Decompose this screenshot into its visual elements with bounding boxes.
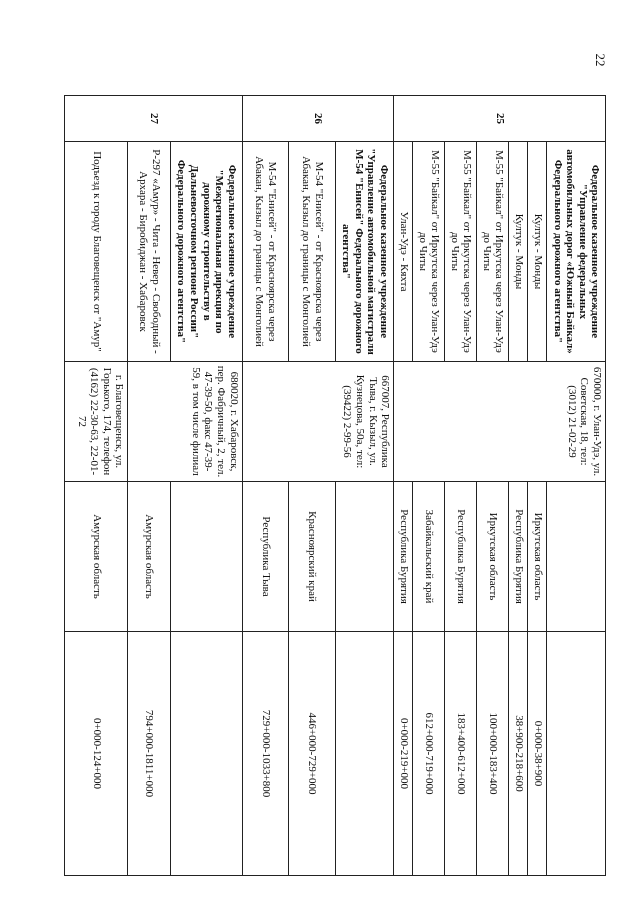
table-row — [170, 96, 242, 876]
table-row — [477, 96, 509, 876]
region-cell: Республика Бурятия — [509, 482, 528, 632]
km-cell: 446+000-729+000 — [289, 632, 335, 876]
region-cell: Амурская область — [128, 482, 170, 632]
road-name: М-55 "Байкал" от Иркутска через Улан-Удэ до Читы — [445, 142, 477, 362]
table-row — [335, 96, 394, 876]
table-row — [65, 96, 128, 876]
region-cell: Республика Бурятия — [445, 482, 477, 632]
region-cell — [170, 482, 242, 632]
region-cell: Амурская область — [65, 482, 128, 632]
km-cell: 794+000-1811+000 — [128, 632, 170, 876]
org-name: Федеральное казенное учреждение "Межрегиональная дирекция по дорожному строительству в Дальневосточном регионе России" Федерального дорожного агентства" — [170, 142, 242, 362]
road-name: Улан-Удэ - Кяхта — [394, 142, 413, 362]
table-row — [289, 96, 335, 876]
km-cell — [547, 632, 606, 876]
km-cell: 612+000-719+000 — [413, 632, 445, 876]
region-cell — [547, 482, 606, 632]
region-cell — [335, 482, 394, 632]
road-name: Р-297 «Амур» - Чита - Невер - Свободный - Архара - Биробиджан - Хабаровск — [128, 142, 170, 362]
road-name: М-55 "Байкал" от Иркутска через Улан-Удэ до Читы — [477, 142, 509, 362]
road-name: Култук - Монды — [509, 142, 528, 362]
org-number: 25 — [394, 96, 606, 142]
km-cell — [170, 632, 242, 876]
table-row — [128, 96, 170, 876]
table-row — [445, 96, 477, 876]
km-cell: 183+400-612+000 — [445, 632, 477, 876]
road-name: М-55 "Байкал" от Иркутска через Улан-Удэ до Читы — [413, 142, 445, 362]
table-row — [509, 96, 528, 876]
road-name: М-54 "Енисей" - от Красноярска через Абакан, Кызыл до границы с Монголией — [242, 142, 288, 362]
road-name: Подъезд к городу Благовещенск от "Амур" — [65, 142, 128, 362]
km-cell: 0+000-38+900 — [528, 632, 547, 876]
table-row — [413, 96, 445, 876]
km-cell: 729+000-1033+800 — [242, 632, 288, 876]
region-cell: Республика Бурятия — [394, 482, 413, 632]
org-number: 26 — [242, 96, 394, 142]
km-cell: 0+000-219+000 — [394, 632, 413, 876]
page-number: 22 — [593, 53, 608, 67]
org-name: Федеральное казенное учреждение "Управление автомобильной магистрали М-54 "Енисей" Федерального дорожного агентства" — [335, 142, 394, 362]
table-row — [547, 96, 606, 876]
org-number: 27 — [65, 96, 243, 142]
region-cell: Республика Тыва — [242, 482, 288, 632]
table-row — [242, 96, 288, 876]
region-cell: Красноярский край — [289, 482, 335, 632]
table-row — [394, 96, 413, 876]
road-name: М-54 "Енисей" - от Красноярска через Абакан, Кызыл до границы с Монголией — [289, 142, 335, 362]
region-cell: Забайкальский край — [413, 482, 445, 632]
road-name: Култук - Монды — [528, 142, 547, 362]
km-cell: 0+000-124+000 — [65, 632, 128, 876]
region-cell: Иркутская область — [477, 482, 509, 632]
org-name: Федеральное казенное учреждение "Управление федеральных автомобильных дорог «Южный Байкал» Федерального дорожного агентства" — [547, 142, 606, 362]
region-cell: Иркутская область — [528, 482, 547, 632]
km-cell: 38+900-218+600 — [509, 632, 528, 876]
org-address: 667007, Республика Тыва, г. Кызыл, ул. Кузнецова, 50а, тел: (39422) 2-99-56 — [242, 362, 394, 482]
table-row — [528, 96, 547, 876]
org-address: 670000, г. Улан-Удэ, ул. Советская, 18, тел: (3012) 21-02-29 — [394, 362, 606, 482]
km-cell — [335, 632, 394, 876]
org-address: 680020, г. Хабаровск, пер. Фабричный, 2, тел. 47-39-50, факс 47-39-59, в том числе филиал — [128, 362, 242, 482]
roads-table — [64, 95, 606, 876]
km-cell: 100+000-183+400 — [477, 632, 509, 876]
rotated-table-container — [64, 95, 606, 875]
branch-address: г. Благовещенск, ул. Горького, 174, телефон (4162) 22-30-63, 22-01-72 — [65, 362, 128, 482]
